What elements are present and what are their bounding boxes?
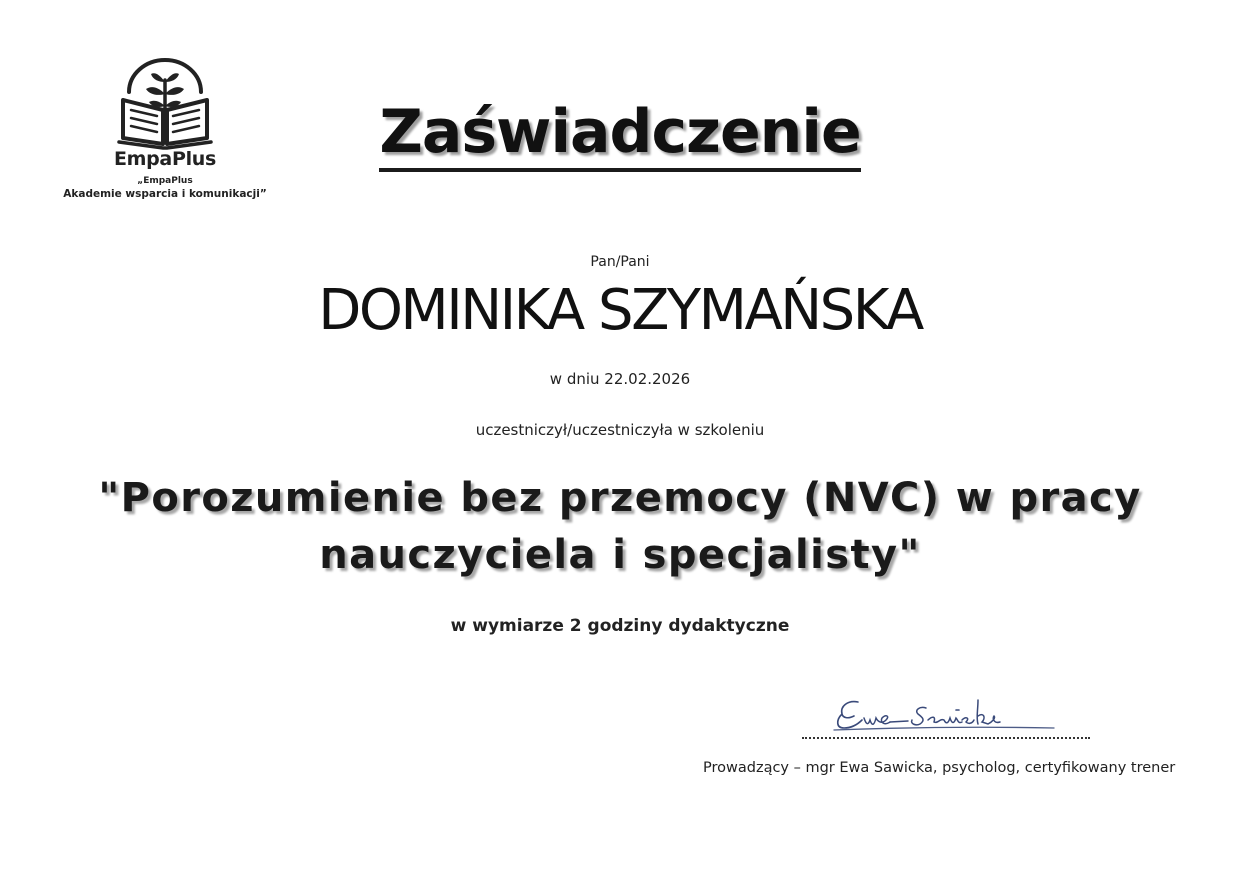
certificate-title-text: Zaświadczenie: [379, 96, 860, 172]
logo-tagline-line2: Akademie wsparcia i komunikacji”: [63, 188, 267, 200]
logo-tagline-line1: „EmpaPlus: [137, 176, 193, 186]
date-line: w dniu 22.02.2026: [549, 370, 691, 388]
trainer-caption: Prowadzący – mgr Ewa Sawicka, psycholog, certyfikowany trener: [703, 760, 1176, 776]
salutation: Pan/Pani: [590, 254, 650, 270]
course-title-line1: "Porozumienie bez przemocy (NVC) w pracy: [98, 475, 1142, 521]
signature-line: [802, 737, 1090, 739]
logo-name: EmpaPlus: [113, 148, 217, 170]
recipient-name: DOMINIKA SZYMAŃSKA: [318, 278, 922, 343]
handwritten-signature: [828, 690, 1060, 738]
participation-text: uczestniczył/uczestniczyła w szkoleniu: [475, 421, 765, 439]
course-title: [0, 470, 1240, 584]
certificate-title: [0, 96, 1240, 172]
duration-text: w wymiarze 2 godziny dydaktyczne: [450, 616, 790, 636]
course-title-line2: nauczyciela i specjalisty": [319, 532, 921, 578]
